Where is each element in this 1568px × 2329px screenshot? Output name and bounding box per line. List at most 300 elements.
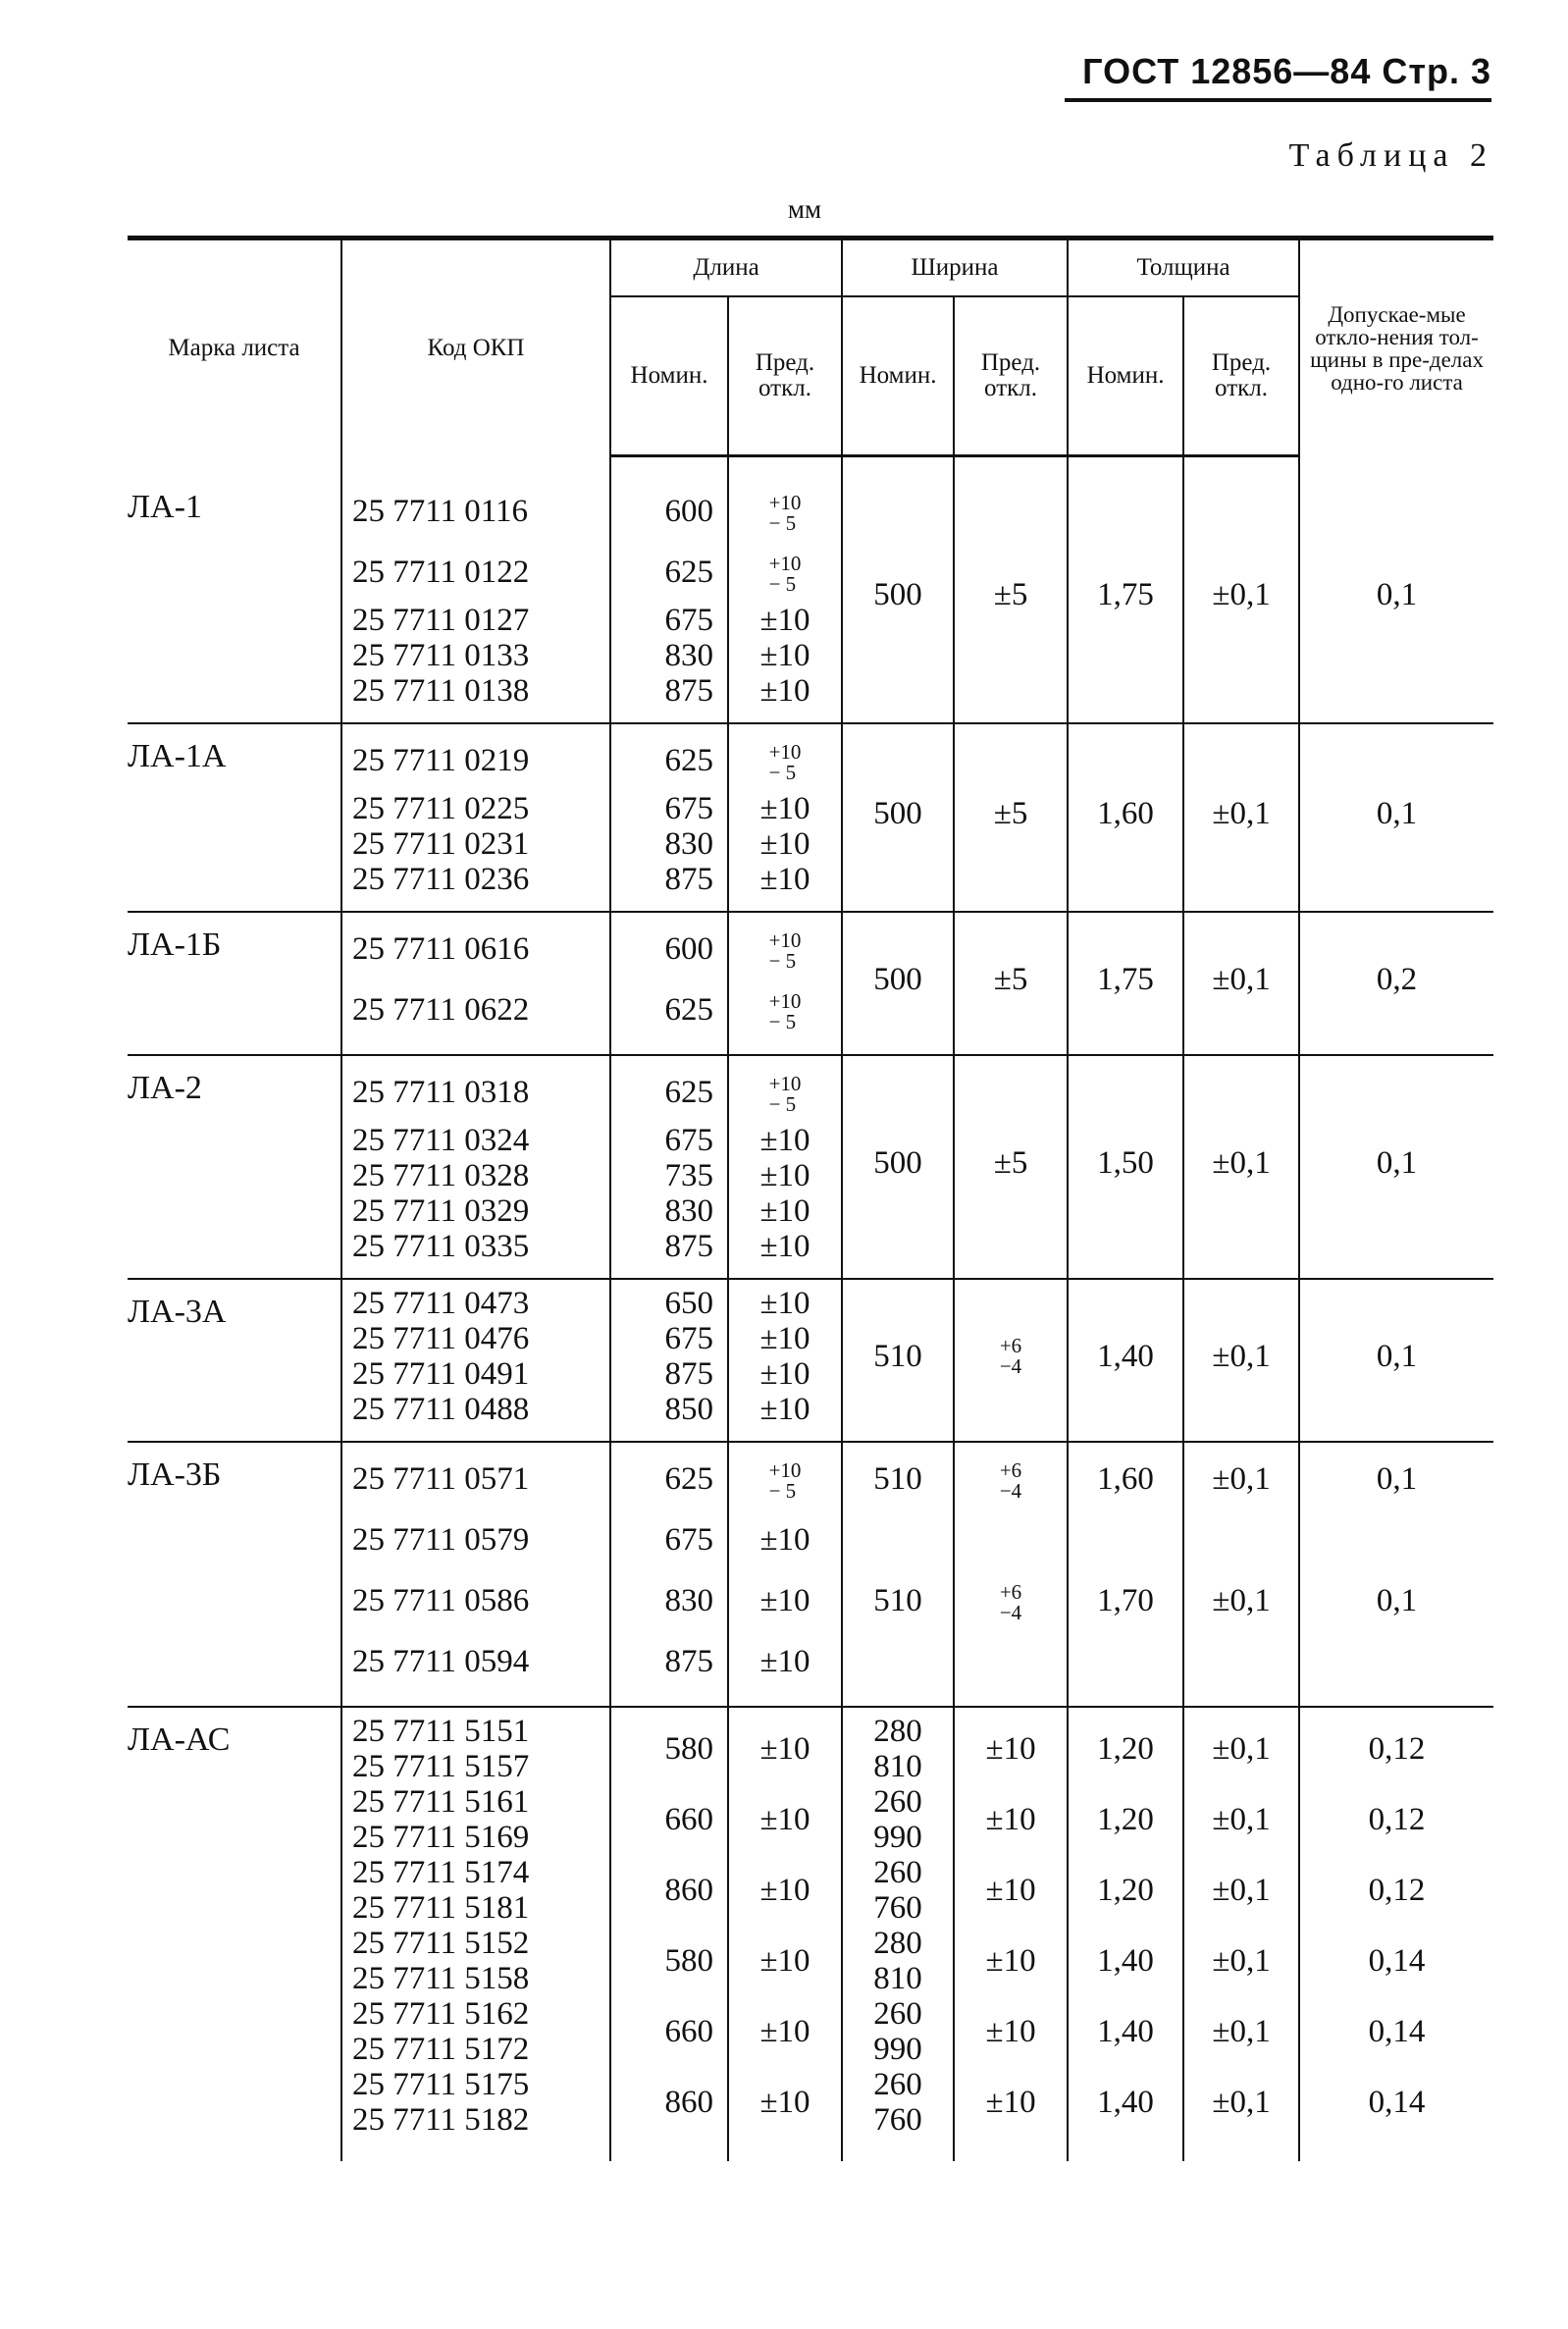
cell-line <box>729 1356 841 1392</box>
paired-line <box>1300 1714 1493 1784</box>
col-width: Ширина <box>842 238 1068 297</box>
page-header: ГОСТ 12856—84 Стр. 3 <box>1065 51 1491 102</box>
deviation-value: ±10 <box>759 1229 810 1264</box>
cell-line <box>843 1449 953 1509</box>
cell-line <box>1300 1570 1493 1631</box>
length-nominal-cell <box>610 475 728 715</box>
cell-line <box>843 1820 953 1855</box>
deviation-fraction <box>769 554 802 595</box>
spacer-cell <box>341 903 610 912</box>
paired-line <box>611 1996 713 2067</box>
cell-line <box>352 979 609 1040</box>
width-dev: ±10 <box>985 2014 1036 2049</box>
thickness-nominal: 1,40 <box>1097 1338 1154 1374</box>
cell-line <box>611 673 713 709</box>
spacer-cell <box>728 1270 842 1279</box>
cell-line <box>843 1855 953 1890</box>
paired-line <box>611 1926 713 1996</box>
thickness-dev: ±0,1 <box>1212 961 1271 997</box>
deviation-fraction <box>1000 1582 1021 1623</box>
cell-line <box>1184 1509 1298 1570</box>
deviation-upper: +6 <box>999 1580 1022 1605</box>
cell-line <box>729 1570 841 1631</box>
length-nominal-cell <box>610 1707 728 2144</box>
grade-label: ЛА-2 <box>128 1070 202 1106</box>
cell-line <box>843 1961 953 1996</box>
spacer-cell <box>954 1698 1068 1707</box>
paired-lines <box>352 1926 609 1996</box>
cell-line <box>352 1784 609 1820</box>
deviation-lower: − 5 <box>768 1092 797 1117</box>
width-dev: ±10 <box>985 1802 1036 1837</box>
length-nominal-cell <box>610 1279 728 1433</box>
spacer-cell <box>1183 715 1299 723</box>
tolerance-value: 0,1 <box>1376 1583 1418 1618</box>
deviation-fraction <box>769 930 802 972</box>
grade-label: ЛА-АС <box>128 1721 231 1758</box>
width-nominal: 500 <box>873 961 922 997</box>
length-nominal: 675 <box>664 1522 713 1558</box>
length-nominal: 600 <box>664 494 713 529</box>
cell-line <box>1184 1449 1298 1509</box>
okp-code: 25 7711 0329 <box>352 1193 530 1229</box>
width-nominal: 810 <box>873 1749 922 1784</box>
cell-line <box>611 1229 713 1264</box>
cell-line <box>352 1926 609 1961</box>
spacer-cell <box>1299 456 1493 476</box>
spacer-cell <box>1299 715 1493 723</box>
table-spacer <box>128 715 1493 723</box>
deviation-value: ±10 <box>759 826 810 862</box>
cell-line <box>843 2032 953 2067</box>
col-width-nom: Номин. <box>842 296 954 456</box>
length-nominal: 735 <box>664 1158 713 1193</box>
table-row <box>128 1279 1493 1433</box>
spacer-cell <box>842 2144 954 2161</box>
width-dev-cell <box>954 1707 1068 2144</box>
cell-line <box>729 1193 841 1229</box>
cell-line <box>611 1449 713 1509</box>
col-okp: Код ОКП <box>341 238 610 456</box>
paired-lines <box>352 1996 609 2067</box>
width-nominal: 990 <box>873 2032 922 2067</box>
table-spacer <box>128 1046 1493 1055</box>
length-nominal: 660 <box>664 2014 713 2049</box>
spacer-cell <box>842 1698 954 1707</box>
cell-line <box>611 1509 713 1570</box>
thickness-dev-cell <box>1183 912 1299 1046</box>
length-nominal: 625 <box>664 1461 713 1497</box>
cell-line <box>611 1158 713 1193</box>
length-nominal: 850 <box>664 1392 713 1427</box>
col-length: Длина <box>610 238 842 297</box>
spacer-cell <box>728 1698 842 1707</box>
length-nominal: 830 <box>664 1583 713 1618</box>
okp-code: 25 7711 5161 <box>352 1784 530 1820</box>
width-nominal: 510 <box>873 1583 922 1618</box>
deviation-lower: −4 <box>999 1601 1022 1625</box>
tolerance-value: 0,12 <box>1368 1731 1426 1767</box>
spacer-cell <box>1299 1046 1493 1055</box>
cell-line <box>611 1193 713 1229</box>
spacer-cell <box>341 456 610 476</box>
paired-line <box>1069 2067 1182 2138</box>
okp-code: 25 7711 5181 <box>352 1890 530 1926</box>
okp-code: 25 7711 0324 <box>352 1123 530 1158</box>
okp-cell <box>341 475 610 715</box>
tolerance-cell <box>1299 1707 1493 2144</box>
cell-line <box>611 791 713 826</box>
length-dev: ±10 <box>759 1802 810 1837</box>
cell-line <box>352 1193 609 1229</box>
tolerance-cell <box>1299 1279 1493 1433</box>
cell-line <box>843 1509 953 1570</box>
width-nominal-cell <box>842 723 954 903</box>
okp-cell <box>341 1055 610 1270</box>
spacer-cell <box>128 1270 341 1279</box>
spacer-cell <box>610 2144 728 2161</box>
grade-label: ЛА-3Б <box>128 1456 222 1493</box>
tolerance-cell <box>1299 723 1493 903</box>
thickness-dev: ±0,1 <box>1212 795 1271 831</box>
spacer-cell <box>341 1270 610 1279</box>
spacer-cell <box>128 1433 341 1442</box>
units-label: мм <box>787 194 822 224</box>
table-row <box>128 723 1493 903</box>
cell-line <box>1300 1631 1493 1692</box>
cell-line <box>352 481 609 542</box>
paired-lines <box>843 1996 953 2067</box>
cell-line <box>843 1890 953 1926</box>
okp-cell <box>341 1707 610 2144</box>
cell-line <box>729 730 841 791</box>
paired-line <box>955 1714 1067 1784</box>
spacer-cell <box>341 715 610 723</box>
spacer-cell <box>842 1433 954 1442</box>
thickness-nominal: 1,75 <box>1097 961 1154 997</box>
cell-line <box>352 1961 609 1996</box>
width-dev: ±10 <box>985 1731 1036 1767</box>
cell-line <box>611 1062 713 1123</box>
cell-line <box>729 638 841 673</box>
paired-line <box>729 2067 841 2138</box>
okp-code: 25 7711 5157 <box>352 1749 530 1784</box>
deviation-value: ±10 <box>759 673 810 709</box>
paired-line <box>611 1784 713 1855</box>
thickness-dev: ±0,1 <box>1212 1144 1271 1181</box>
col-length-nom: Номин. <box>610 296 728 456</box>
length-nominal: 580 <box>664 1943 713 1979</box>
cell-line <box>611 1123 713 1158</box>
paired-line <box>611 1855 713 1926</box>
paired-line <box>1300 1996 1493 2067</box>
spacer-cell <box>610 1270 728 1279</box>
cell-line <box>729 1158 841 1193</box>
cell-line <box>955 1509 1067 1570</box>
spacer-cell <box>1068 456 1183 476</box>
cell-line <box>611 481 713 542</box>
spacer-cell <box>1183 1433 1299 1442</box>
cell-line <box>352 1890 609 1926</box>
length-dev: ±10 <box>759 1943 810 1979</box>
okp-code: 25 7711 0488 <box>352 1392 530 1427</box>
spacer-cell <box>610 715 728 723</box>
length-nominal: 625 <box>664 555 713 590</box>
thickness-dev: ±0,1 <box>1212 1802 1271 1837</box>
spacer-cell <box>341 1698 610 1707</box>
cell-line <box>843 2067 953 2102</box>
spacer-cell <box>1183 456 1299 476</box>
cell-line <box>352 1570 609 1631</box>
spacer-cell <box>1299 2144 1493 2161</box>
cell-line <box>611 1321 713 1356</box>
okp-code: 25 7711 5152 <box>352 1926 530 1961</box>
spacer-cell <box>728 1046 842 1055</box>
okp-code: 25 7711 5172 <box>352 2032 530 2067</box>
thickness-dev: ±0,1 <box>1212 2014 1271 2049</box>
spacer-cell <box>954 903 1068 912</box>
thickness-nominal-cell <box>1068 475 1183 715</box>
spacer-cell <box>1068 2144 1183 2161</box>
length-nominal: 875 <box>664 1229 713 1264</box>
cell-line <box>729 1321 841 1356</box>
tolerance-value: 0,1 <box>1376 795 1418 831</box>
deviation-upper: +6 <box>999 1334 1022 1357</box>
okp-code: 25 7711 0231 <box>352 826 530 862</box>
okp-code: 25 7711 0138 <box>352 673 530 709</box>
okp-code: 25 7711 0579 <box>352 1522 530 1558</box>
spacer-cell <box>610 456 728 476</box>
grade-label: ЛА-1А <box>128 738 227 774</box>
width-nominal: 280 <box>873 1714 922 1749</box>
width-nominal-cell <box>842 1279 954 1433</box>
length-nominal: 860 <box>664 1873 713 1908</box>
cell-line <box>843 1784 953 1820</box>
cell-line <box>729 1509 841 1570</box>
cell-line <box>1069 1570 1182 1631</box>
tolerance-value: 0,1 <box>1376 1144 1418 1181</box>
cell-line <box>955 1631 1067 1692</box>
length-nominal-cell <box>610 912 728 1046</box>
width-dev-cell <box>954 1055 1068 1270</box>
paired-line <box>955 1784 1067 1855</box>
thickness-dev-cell <box>1183 1707 1299 2144</box>
spacer-cell <box>1068 903 1183 912</box>
length-nominal: 625 <box>664 992 713 1028</box>
cell-line <box>729 1062 841 1123</box>
tolerance-value: 0,14 <box>1368 1943 1426 1979</box>
dimensions-table <box>128 236 1493 2161</box>
table-row <box>128 1442 1493 1698</box>
spacer-cell <box>1068 1270 1183 1279</box>
cell-line <box>352 542 609 603</box>
cell-line <box>729 1123 841 1158</box>
deviation-lower: − 5 <box>768 511 797 536</box>
table-spacer <box>128 1433 1493 1442</box>
cell-line <box>611 1286 713 1321</box>
cell-line <box>352 862 609 897</box>
tolerance-value: 0,1 <box>1376 1461 1418 1497</box>
length-nominal: 830 <box>664 638 713 673</box>
deviation-fraction <box>769 742 802 783</box>
thickness-nominal-cell <box>1068 723 1183 903</box>
grade-cell <box>128 1055 341 1270</box>
paired-line <box>1184 1714 1298 1784</box>
cell-line <box>352 1449 609 1509</box>
cell-line <box>352 826 609 862</box>
spacer-cell <box>728 715 842 723</box>
grade-cell <box>128 912 341 1046</box>
spacer-cell <box>1183 2144 1299 2161</box>
deviation-upper: +10 <box>768 1458 802 1483</box>
width-dev: ±10 <box>985 1873 1036 1908</box>
spacer-cell <box>728 2144 842 2161</box>
deviation-lower: − 5 <box>768 1479 797 1504</box>
thickness-dev: ±0,1 <box>1212 2085 1271 2120</box>
thickness-nominal: 1,60 <box>1097 1461 1154 1497</box>
width-nominal: 260 <box>873 1996 922 2032</box>
cell-line <box>352 673 609 709</box>
thickness-dev: ±0,1 <box>1212 1338 1271 1374</box>
width-nominal: 510 <box>873 1338 922 1374</box>
thickness-nominal: 1,60 <box>1097 795 1154 831</box>
spacer-cell <box>954 715 1068 723</box>
spacer-cell <box>842 715 954 723</box>
paired-line <box>1069 1855 1182 1926</box>
spacer-cell <box>954 1270 1068 1279</box>
cell-line <box>352 1855 609 1890</box>
width-nominal: 760 <box>873 1890 922 1926</box>
tolerance-value: 0,1 <box>1376 1338 1418 1374</box>
thickness-dev-cell <box>1183 1055 1299 1270</box>
deviation-lower: −4 <box>999 1354 1022 1378</box>
cell-line <box>352 1820 609 1855</box>
deviation-upper: +10 <box>768 491 802 515</box>
deviation-lower: − 5 <box>768 949 797 974</box>
cell-line <box>352 1158 609 1193</box>
cell-line <box>352 638 609 673</box>
okp-code: 25 7711 0328 <box>352 1158 530 1193</box>
cell-line <box>843 1749 953 1784</box>
table-row <box>128 475 1493 715</box>
paired-line <box>1069 1926 1182 1996</box>
spacer-cell <box>1183 1046 1299 1055</box>
tolerance-cell <box>1299 475 1493 715</box>
spacer-cell <box>954 1046 1068 1055</box>
spacer-cell <box>728 903 842 912</box>
paired-line <box>1184 1996 1298 2067</box>
okp-cell <box>341 723 610 903</box>
paired-lines <box>352 1714 609 1784</box>
deviation-value: ±10 <box>759 1286 810 1321</box>
col-grade: Марка листа <box>128 238 341 456</box>
thickness-nominal-cell <box>1068 1442 1183 1698</box>
okp-code: 25 7711 0594 <box>352 1644 530 1679</box>
table-spacer <box>128 1698 1493 1707</box>
paired-line <box>729 1926 841 1996</box>
length-dev: ±10 <box>759 1731 810 1767</box>
paired-line <box>611 2067 713 2138</box>
width-nominal: 280 <box>873 1926 922 1961</box>
deviation-value: ±5 <box>993 1144 1028 1181</box>
length-nominal: 830 <box>664 1193 713 1229</box>
deviation-value: ±10 <box>759 1583 810 1618</box>
paired-line <box>611 1714 713 1784</box>
spacer-cell <box>1068 715 1183 723</box>
length-nominal: 675 <box>664 1321 713 1356</box>
width-nominal: 500 <box>873 1144 922 1181</box>
tolerance-cell <box>1299 1442 1493 1698</box>
width-nominal: 260 <box>873 1784 922 1820</box>
cell-line <box>352 1631 609 1692</box>
cell-line <box>843 1926 953 1961</box>
paired-line <box>955 1855 1067 1926</box>
cell-line <box>352 2102 609 2138</box>
col-width-dev: Пред. откл. <box>954 296 1068 456</box>
cell-line <box>611 542 713 603</box>
deviation-upper: +10 <box>768 1072 802 1096</box>
thickness-nominal: 1,40 <box>1097 2085 1154 2120</box>
cell-line <box>611 862 713 897</box>
width-nominal-cell <box>842 912 954 1046</box>
width-nominal: 760 <box>873 2102 922 2138</box>
cell-line <box>611 919 713 979</box>
length-nominal: 875 <box>664 862 713 897</box>
cell-line <box>611 979 713 1040</box>
length-nominal: 625 <box>664 1075 713 1110</box>
grade-cell <box>128 1442 341 1698</box>
width-nominal: 260 <box>873 1855 922 1890</box>
tolerance-value: 0,12 <box>1368 1802 1426 1837</box>
deviation-upper: +10 <box>768 989 802 1014</box>
length-nominal: 830 <box>664 826 713 862</box>
paired-line <box>729 1996 841 2067</box>
cell-line <box>729 862 841 897</box>
okp-code: 25 7711 0476 <box>352 1321 530 1356</box>
spacer-cell <box>1068 1046 1183 1055</box>
cell-line <box>729 673 841 709</box>
deviation-lower: −4 <box>999 1479 1022 1504</box>
grade-label: ЛА-3А <box>128 1294 227 1330</box>
length-nominal: 675 <box>664 603 713 638</box>
thickness-dev: ±0,1 <box>1212 1583 1271 1618</box>
okp-code: 25 7711 0236 <box>352 862 530 897</box>
spacer-cell <box>728 456 842 476</box>
thickness-dev-cell <box>1183 723 1299 903</box>
paired-line <box>729 1784 841 1855</box>
okp-code: 25 7711 0225 <box>352 791 530 826</box>
okp-cell <box>341 1442 610 1698</box>
tolerance-value: 0,1 <box>1376 576 1418 612</box>
thickness-nominal-cell <box>1068 1055 1183 1270</box>
cell-line <box>352 1356 609 1392</box>
table-row <box>128 912 1493 1046</box>
deviation-value: ±10 <box>759 1321 810 1356</box>
paired-line <box>955 1996 1067 2067</box>
cell-line <box>843 1631 953 1692</box>
cell-line <box>352 730 609 791</box>
length-nominal: 660 <box>664 1802 713 1837</box>
deviation-upper: +10 <box>768 928 802 953</box>
table-row <box>128 1707 1493 2144</box>
paired-line <box>729 1714 841 1784</box>
cell-line <box>352 1286 609 1321</box>
okp-cell <box>341 1279 610 1433</box>
table-spacer <box>128 1270 1493 1279</box>
thickness-dev-cell <box>1183 475 1299 715</box>
spacer-cell <box>341 1433 610 1442</box>
spacer-cell <box>128 1046 341 1055</box>
